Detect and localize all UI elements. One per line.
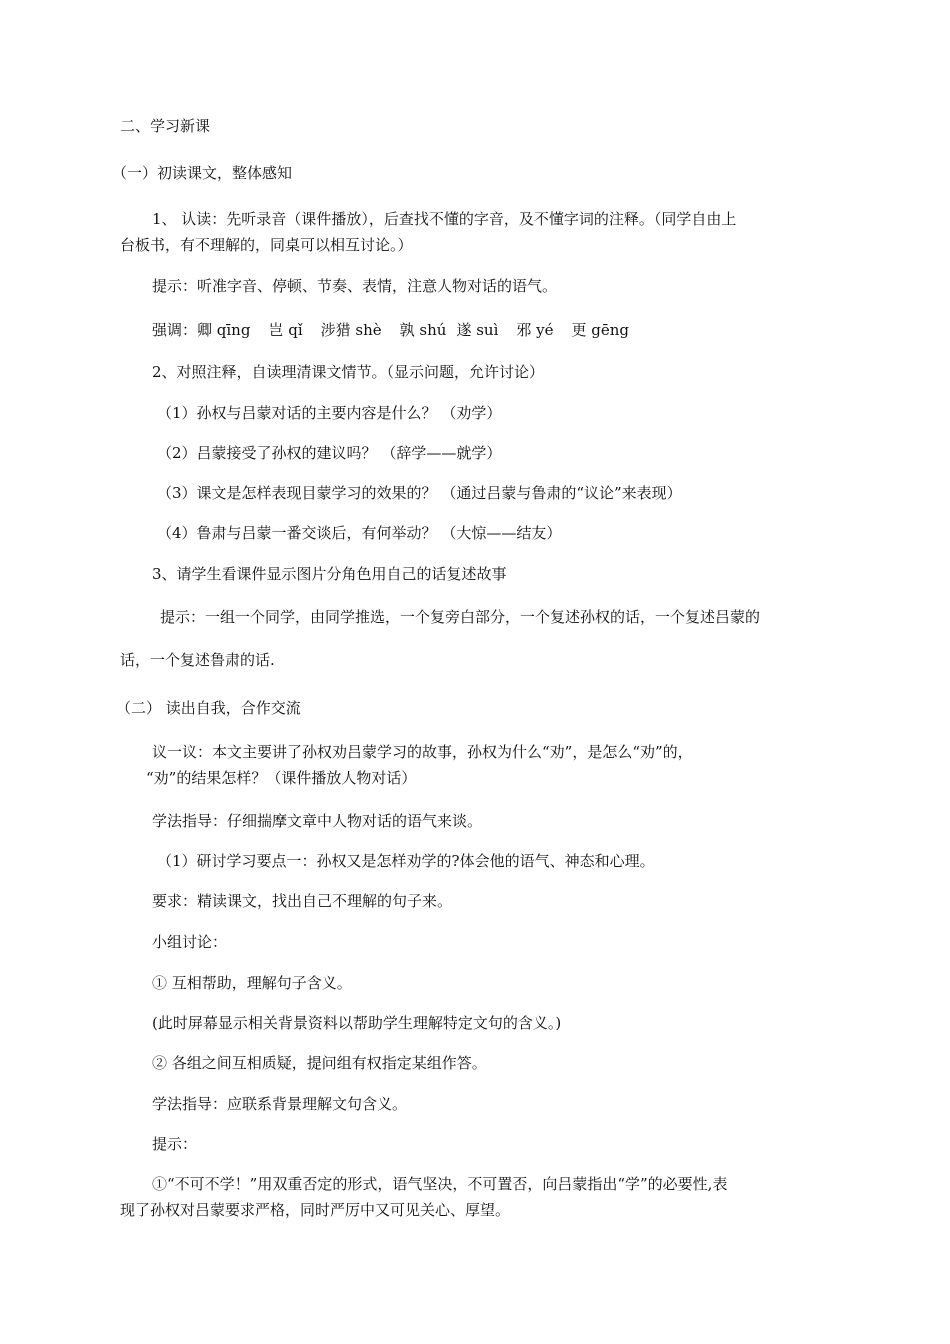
question-1: （1）孙权与吕蒙对话的主要内容是什么？ （劝学） (157, 404, 502, 422)
point1: （1）研讨学习要点一：孙权又是怎样劝学的?体会他的语气、神态和心理。 (157, 852, 655, 870)
question-2: （2）吕蒙接受了孙权的建议吗？ （辞学——就学） (157, 444, 502, 462)
question-3: （3）课文是怎样表现目蒙学习的效果的？ （通过吕蒙与鲁肃的“议论”来表现） (157, 484, 682, 502)
hint1: 提示：听准字音、停顿、节奏、表情，注意人物对话的语气。 (152, 277, 558, 295)
emphasis-label: 强调： (152, 321, 198, 339)
part1-title: （一）初读课文，整体感知 (112, 164, 293, 182)
discuss-line1: 议一议：本文主要讲了孙权劝吕蒙学习的故事，孙权为什么“劝”，是怎么“劝”的， (152, 743, 693, 761)
emphasis-line (152, 320, 842, 340)
group-discussion: 小组讨论： (152, 933, 228, 951)
item2: 2、对照注释，自读理清课文情节。（显示问题，允许讨论） (152, 363, 545, 381)
guide2: 学法指导：应联系背景理解文句含义。 (152, 1095, 408, 1113)
screen-note: (此时屏幕显示相关背景资料以帮助学生理解特定文句的含义。) (152, 1014, 562, 1032)
discuss-line2: “劝”的结果怎样？（课件播放人物对话） (146, 769, 417, 787)
emphasis-word: 卿 qīng (197, 321, 251, 339)
hint3-item1-line1: ①“不可不学！”用双重否定的形式，语气坚决，不可置否，向吕蒙指出“学”的必要性,表 (152, 1175, 728, 1193)
question-4: （4）鲁肃与吕蒙一番交谈后，有何举动？ （大惊——结友） (157, 524, 562, 542)
emphasis-word: 邪 yé (516, 321, 554, 339)
requirement: 要求：精读课文，找出自己不理解的句子来。 (152, 892, 453, 910)
hint3-item1-line2: 现了孙权对吕蒙要求严格，同时严厉中又可见关心、厚望。 (120, 1201, 511, 1219)
part2-title: （二） 读出自我，合作交流 (116, 699, 301, 717)
item3: 3、请学生看课件显示图片分角色用自己的话复述故事 (152, 565, 507, 583)
emphasis-word: 岂 qǐ (268, 321, 303, 339)
guide1: 学法指导：仔细揣摩文章中人物对话的语气来谈。 (152, 812, 483, 830)
group-item-1: ① 互相帮助，理解句子含义。 (152, 974, 352, 992)
emphasis-word: 遂 suì (456, 321, 499, 339)
item1-line2: 台板书，有不理解的，同桌可以相互讨论。） (120, 236, 413, 254)
item1-line1: 1、 认读：先听录音（课件播放），后查找不懂的字音，及不懂字词的注释。（同学自由上 (152, 210, 737, 228)
emphasis-word: 更 gēng (571, 321, 630, 339)
group-item-2: ② 各组之间互相质疑，提问组有权指定某组作答。 (152, 1054, 487, 1072)
hint2-line2: 话，一个复述鲁肃的话. (120, 651, 275, 669)
hint3: 提示： (152, 1135, 198, 1153)
section-title: 二、学习新课 (120, 117, 211, 135)
hint2-line1: 提示：一组一个同学，由同学推选，一个复旁白部分，一个复述孙权的话，一个复述吕蒙的 (160, 608, 761, 626)
emphasis-word: 涉猎 shè (320, 321, 382, 339)
emphasis-word: 孰 shú (399, 321, 447, 339)
